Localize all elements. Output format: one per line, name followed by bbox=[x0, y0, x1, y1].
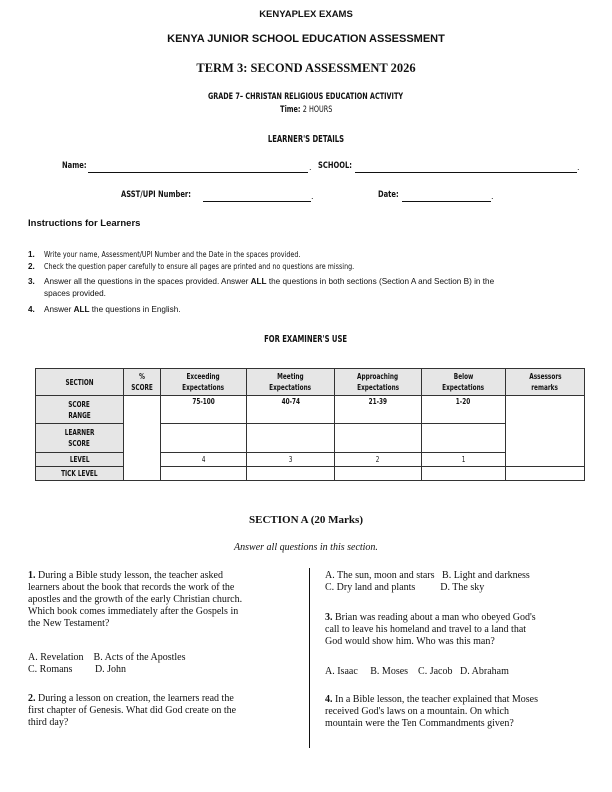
section-a-title: SECTION A (20 Marks) bbox=[249, 514, 363, 526]
time-label: Time: bbox=[279, 105, 301, 115]
percent-score-cell[interactable] bbox=[124, 396, 161, 481]
header-below: Below Expectations bbox=[422, 369, 506, 396]
range-meeting: 40-74 bbox=[247, 396, 335, 424]
assessment-title: KENYA JUNIOR SCHOOL EDUCATION ASSESSMENT bbox=[167, 33, 445, 45]
row-score-range: SCORE RANGE bbox=[36, 396, 124, 424]
term-title: TERM 3: SECOND ASSESSMENT 2026 bbox=[196, 61, 416, 75]
date-field[interactable]: Date: bbox=[378, 190, 399, 200]
upi-line[interactable] bbox=[203, 201, 311, 202]
remarks-cell[interactable] bbox=[506, 396, 585, 467]
examiner-title: FOR EXAMINER'S USE bbox=[264, 334, 348, 345]
learner-score-cell[interactable] bbox=[335, 424, 422, 453]
question-column-left: 1. During a Bible study lesson, the teacher asked learners about the book that records the work of the apostles and the growth of the early Christian church. Which book comes immediately after the Gospels in the New Testament? A. Revelation B. Acts of the Apostles C. Romans D. John 2. During a lesson on creation, the learners read the first chapter of Genesis. What did God create on the third day? bbox=[28, 570, 308, 750]
examiner-table bbox=[35, 368, 585, 481]
tick-cell[interactable] bbox=[247, 467, 335, 481]
learner-score-cell[interactable] bbox=[161, 424, 247, 453]
upi-field[interactable]: ASST/UPI Number: bbox=[121, 190, 191, 200]
name-line[interactable] bbox=[88, 172, 308, 173]
header-meeting: Meeting Expectations bbox=[247, 369, 335, 396]
level-1: 1 bbox=[422, 453, 506, 467]
tick-cell[interactable] bbox=[335, 467, 422, 481]
time-line bbox=[0, 104, 612, 115]
level-2: 2 bbox=[335, 453, 422, 467]
learner-score-cell[interactable] bbox=[422, 424, 506, 453]
range-below: 1-20 bbox=[422, 396, 506, 424]
level-3: 3 bbox=[247, 453, 335, 467]
org-title: KENYAPLEX EXAMS bbox=[259, 9, 353, 20]
header-section: SECTION bbox=[36, 369, 124, 396]
tick-cell[interactable] bbox=[161, 467, 247, 481]
header-remarks: Assessors remarks bbox=[506, 369, 585, 396]
q2-options: C. Dry land and plants D. The sky bbox=[325, 582, 485, 593]
range-exceeding: 75-100 bbox=[161, 396, 247, 424]
time-value: 2 HOURS bbox=[302, 105, 333, 115]
level-4: 4 bbox=[161, 453, 247, 467]
row-learner-score: LEARNER SCORE bbox=[36, 424, 124, 453]
header-approaching: Approaching Expectations bbox=[335, 369, 422, 396]
date-line[interactable] bbox=[402, 201, 491, 202]
subject-title: GRADE 7– CHRISTAN RELIGIOUS EDUCATION ACTIVITY bbox=[208, 92, 404, 102]
question-2: 2. During a lesson on creation, the learners read the bbox=[28, 693, 234, 704]
q2-options: A. The sun, moon and stars B. Light and darkness bbox=[325, 570, 530, 581]
column-divider bbox=[309, 568, 310, 748]
question-1: 1. During a Bible study lesson, the teacher asked bbox=[28, 570, 223, 581]
header-exceeding: Exceeding Expectations bbox=[161, 369, 247, 396]
name-field[interactable]: Name: bbox=[62, 161, 87, 171]
school-field[interactable]: SCHOOL: bbox=[318, 161, 352, 171]
q1-options: C. Romans D. John bbox=[28, 664, 127, 675]
instructions-title: Instructions for Learners bbox=[28, 218, 141, 229]
learner-score-cell[interactable] bbox=[247, 424, 335, 453]
header-score: % SCORE bbox=[124, 369, 161, 396]
details-title: LEARNER'S DETAILS bbox=[267, 134, 345, 145]
section-a-subtitle: Answer all questions in this section. bbox=[234, 542, 378, 553]
school-line[interactable] bbox=[355, 172, 577, 173]
question-column-right: A. The sun, moon and stars B. Light and darkness C. Dry land and plants D. The sky 3. Brian was reading about a man who obeyed God's call to leave his homeland and travel to a land that God would show him. Who was this man? A. Isaac B. Moses C. Jacob D. Abraham 4. In a Bible lesson, the teacher explained that Moses received God's laws on a mountain. On which mountain were the Ten Commandments given? bbox=[325, 570, 595, 750]
row-level: LEVEL bbox=[36, 453, 124, 467]
q3-options: A. Isaac B. Moses C. Jacob D. Abraham bbox=[325, 666, 509, 677]
range-approaching: 21-39 bbox=[335, 396, 422, 424]
question-3: 3. Brian was reading about a man who obeyed God's bbox=[325, 612, 536, 623]
question-4: 4. In a Bible lesson, the teacher explained that Moses bbox=[325, 694, 538, 705]
q1-options: A. Revelation B. Acts of the Apostles bbox=[28, 652, 186, 663]
remarks-tick-cell[interactable] bbox=[506, 467, 585, 481]
row-tick-level: TICK LEVEL bbox=[36, 467, 124, 481]
tick-cell[interactable] bbox=[422, 467, 506, 481]
